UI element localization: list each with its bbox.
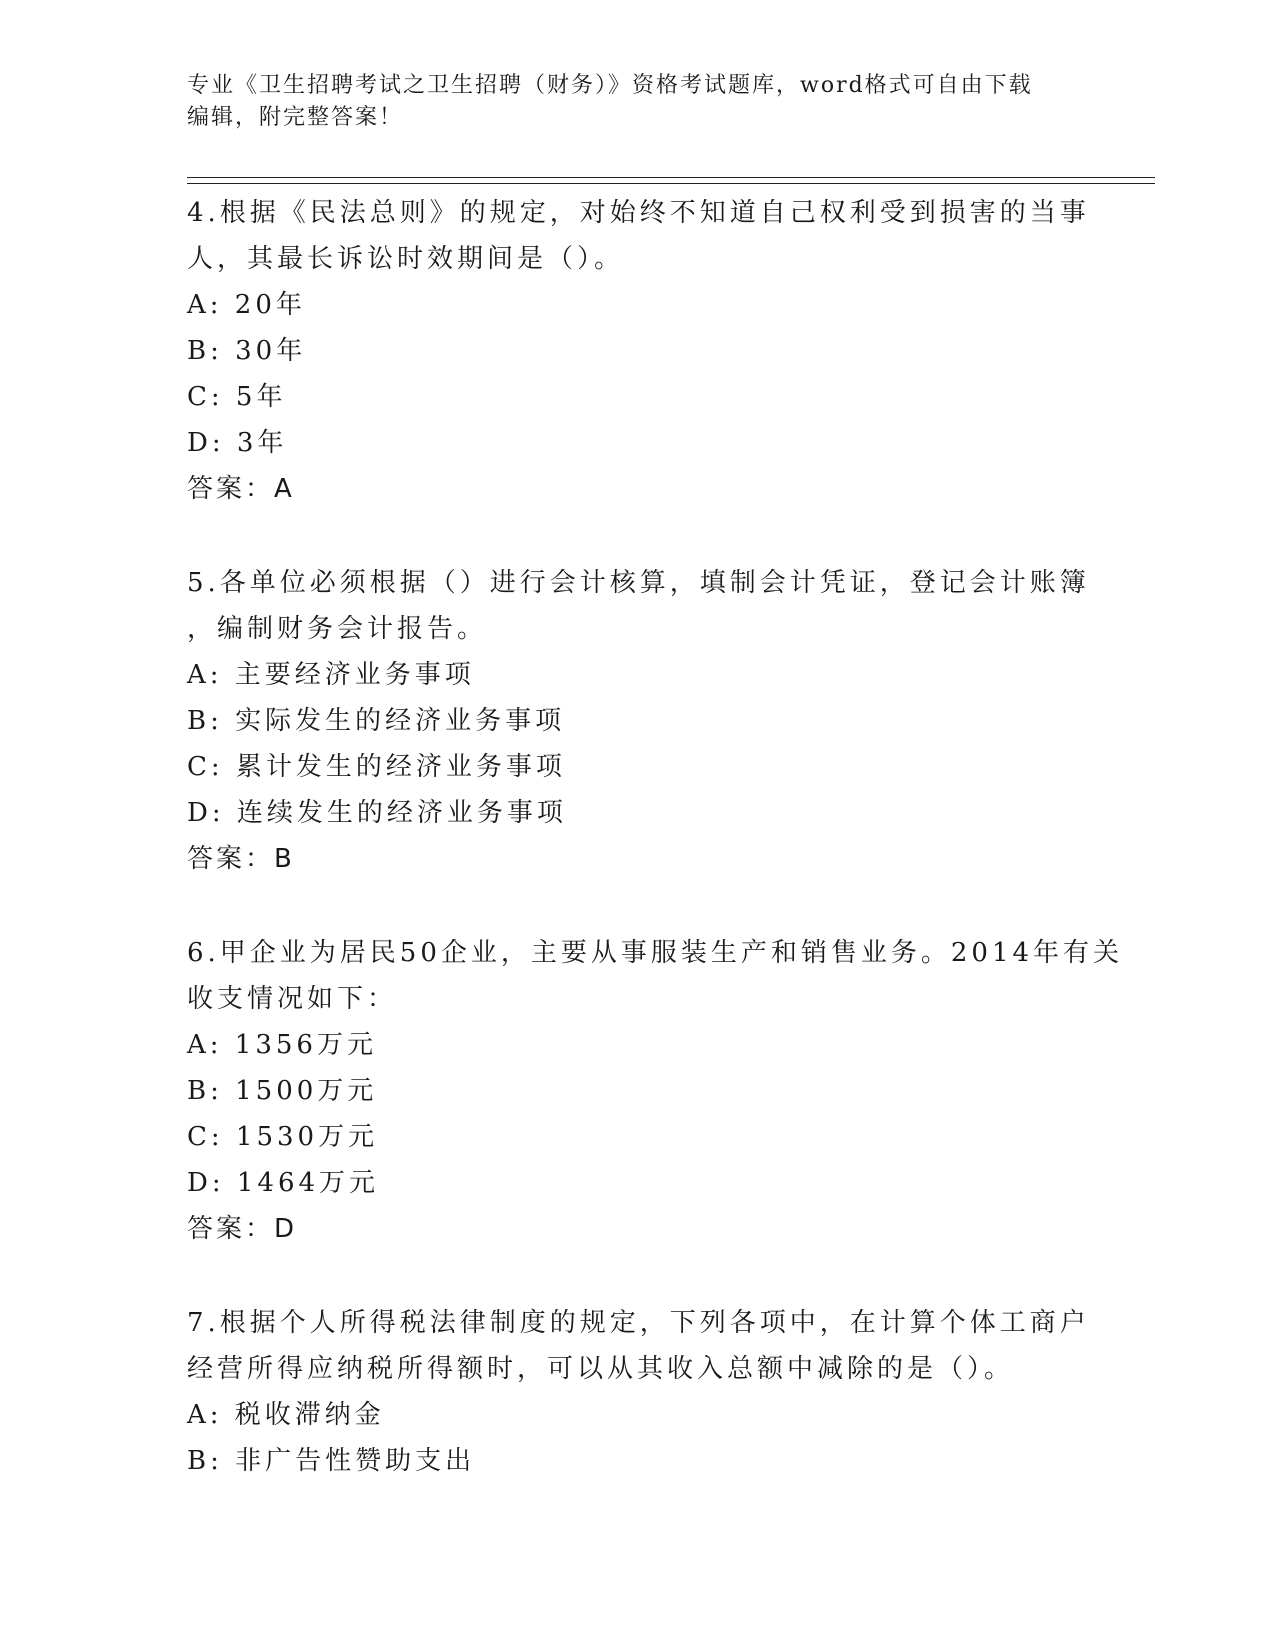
option-b: B: 非广告性赞助支出 (187, 1446, 476, 1476)
option-a: A: 主要经济业务事项 (187, 660, 475, 690)
document-header (187, 70, 1067, 134)
option-a: A: 税收滞纳金 (187, 1400, 385, 1430)
option-d: D: 3年 (187, 428, 288, 458)
question-text-line: 5.各单位必须根据（）进行会计核算，填制会计凭证，登记会计账簿 (187, 568, 1090, 598)
option-c: C: 5年 (187, 382, 287, 412)
question-text-line: 经营所得应纳税所得额时，可以从其收入总额中减除的是（）。 (187, 1354, 1015, 1384)
question-6 (187, 930, 1124, 1252)
option-c: C: 累计发生的经济业务事项 (187, 752, 566, 782)
header-divider-top (187, 177, 1155, 178)
question-text-line: ，编制财务会计报告。 (187, 614, 488, 644)
option-a: A: 20年 (187, 290, 306, 320)
option-d: D: 1464万元 (187, 1168, 380, 1198)
question-5 (187, 560, 1090, 882)
question-text-line: 6.甲企业为居民50企业，主要从事服装生产和销售业务。2014年有关 (187, 938, 1124, 968)
question-7 (187, 1300, 1090, 1484)
option-b: B: 实际发生的经济业务事项 (187, 706, 566, 736)
question-text-line: 收支情况如下： (187, 984, 398, 1014)
header-divider-bottom (187, 183, 1155, 184)
option-d: D: 连续发生的经济业务事项 (187, 798, 567, 828)
question-list (187, 190, 1124, 1532)
question-4 (187, 190, 1090, 512)
answer-line: 答案：B (187, 844, 295, 874)
answer-line: 答案：A (187, 474, 295, 504)
question-text-line: 人，其最长诉讼时效期间是（）。 (187, 244, 625, 274)
question-text-line: 7.根据个人所得税法律制度的规定，下列各项中，在计算个体工商户 (187, 1308, 1090, 1338)
answer-line: 答案：D (187, 1214, 298, 1244)
option-b: B: 1500万元 (187, 1076, 378, 1106)
option-c: C: 1530万元 (187, 1122, 379, 1152)
option-b: B: 30年 (187, 336, 307, 366)
header-line-1: 专业《卫生招聘考试之卫生招聘（财务）》资格考试题库，word格式可自由下载 (187, 73, 1033, 98)
header-line-2: 编辑，附完整答案！ (187, 105, 404, 130)
question-text-line: 4.根据《民法总则》的规定，对始终不知道自己权利受到损害的当事 (187, 198, 1090, 228)
option-a: A: 1356万元 (187, 1030, 377, 1060)
